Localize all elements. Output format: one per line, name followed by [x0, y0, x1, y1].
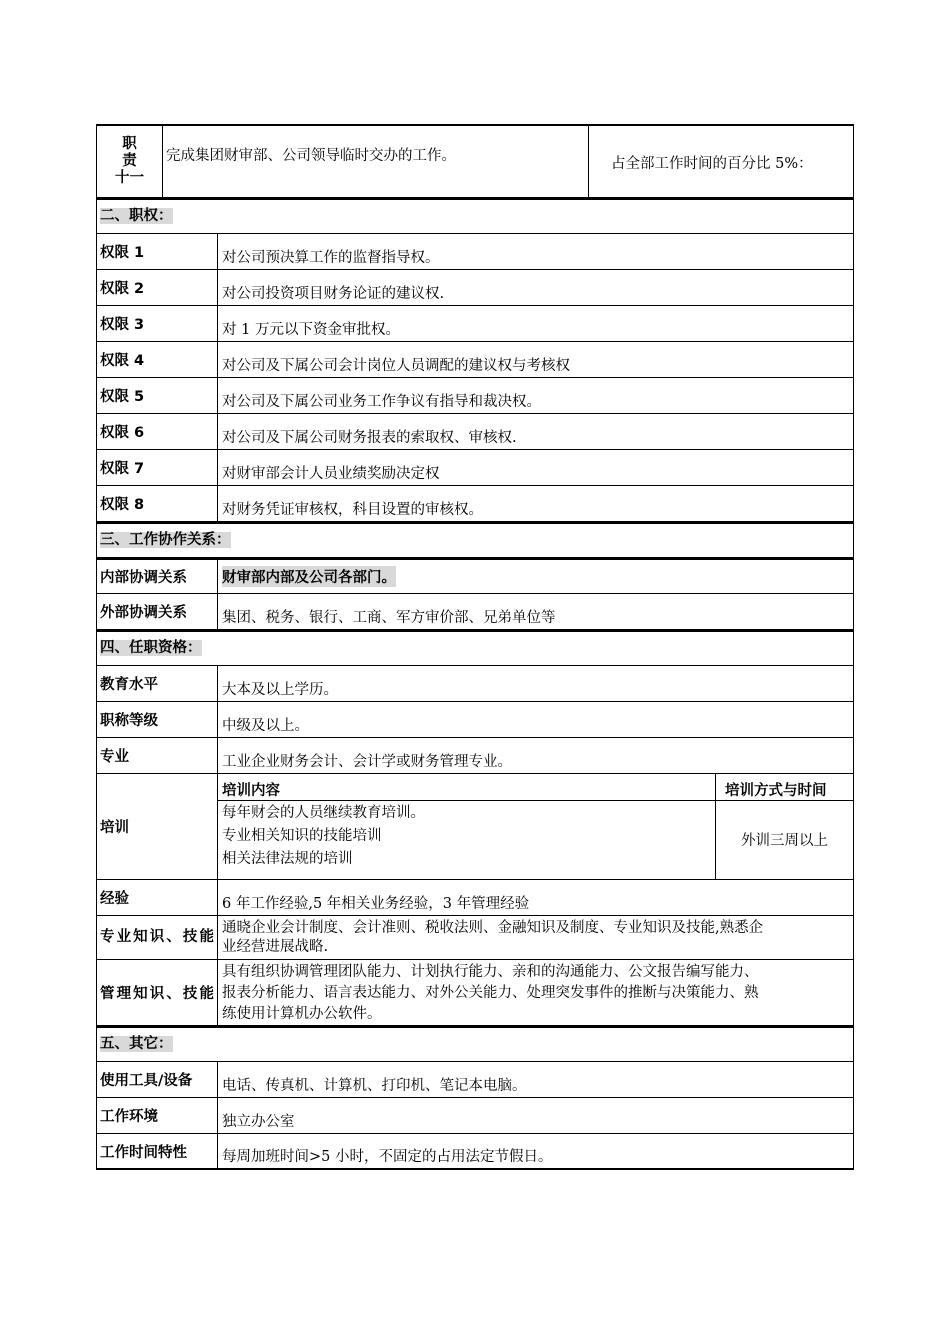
training-row: 培训 培训内容 培训方式与时间 每年财会的人员继续教育培训。 专业相关知识的技能培训 相关法律法规的培训 外训三周以上	[96, 774, 854, 880]
major-row: 专业 工业企业财务会计、会计学或财务管理专业。	[96, 738, 854, 774]
professional-skills-row: 专业知识、技能 通晓企业会计制度、会计准则、税收法则、金融知识及制度、专业知识及技能,熟悉企 业经营进展战略.	[96, 916, 854, 960]
internal-coordination-text: 财审部内部及公司各部门。	[222, 566, 396, 587]
experience-row: 经验 6 年工作经验,5 年相关业务经验，3 年管理经验	[96, 880, 854, 916]
section-cooperation-heading: 三、工作协作关系：	[96, 522, 854, 558]
section-qualification-heading: 四、任职资格：	[96, 630, 854, 666]
authority-row: 权限 4 对公司及下属公司会计岗位人员调配的建议权与考核权	[96, 342, 854, 378]
management-skills-text: 具有组织协调管理团队能力、计划执行能力、亲和的沟通能力、公文报告编写能力、 报表分析能力、语言表达能力、对外公关能力、处理突发事件的推断与决策能力、熟 练使用计算机办公软件。	[222, 964, 759, 1022]
education-row: 教育水平 大本及以上学历。	[96, 666, 854, 702]
duty-11-percent: 占全部工作时间的百分比 5%：	[588, 126, 853, 197]
management-skills-row: 管理知识、技能 具有组织协调管理团队能力、计划执行能力、亲和的沟通能力、公文报告编写能力、 报表分析能力、语言表达能力、对外公关能力、处理突发事件的推断与决策能力、熟 练使用计算机办公软件。	[96, 960, 854, 1026]
duty-11-text: 完成集团财审部、公司领导临时交办的工作。	[166, 148, 456, 164]
training-content: 每年财会的人员继续教育培训。 专业相关知识的技能培训 相关法律法规的培训	[222, 805, 425, 867]
duty-11-row	[96, 124, 854, 198]
authority-row: 权限 5 对公司及下属公司业务工作争议有指导和裁决权。	[96, 378, 854, 414]
work-time-row: 工作时间特性 每周加班时间>5 小时，不固定的占用法定节假日。	[96, 1134, 854, 1170]
external-coordination-row: 外部协调关系 集团、税务、银行、工商、军方审价部、兄弟单位等	[96, 594, 854, 630]
work-environment-row: 工作环境 独立办公室	[96, 1098, 854, 1134]
tools-row: 使用工具/设备 电话、传真机、计算机、打印机、笔记本电脑。	[96, 1062, 854, 1098]
authority-row: 权限 8 对财务凭证审核权，科目设置的审核权。	[96, 486, 854, 522]
job-description-table	[96, 124, 854, 1170]
training-header: 培训内容 培训方式与时间	[218, 774, 853, 801]
authority-row: 权限 3 对 1 万元以下资金审批权。	[96, 306, 854, 342]
authority-row: 权限 6 对公司及下属公司财务报表的索取权、审核权.	[96, 414, 854, 450]
section-authority-heading: 二、职权：	[96, 198, 854, 234]
section-other-heading: 五、其它：	[96, 1026, 854, 1062]
internal-coordination-row: 内部协调关系 财审部内部及公司各部门。	[96, 558, 854, 594]
authority-row: 权限 7 对财审部会计人员业绩奖励决定权	[96, 450, 854, 486]
duty-11-label: 职 责 十一	[97, 126, 163, 197]
authority-row: 权限 2 对公司投资项目财务论证的建议权.	[96, 270, 854, 306]
professional-skills-text: 通晓企业会计制度、会计准则、税收法则、金融知识及制度、专业知识及技能,熟悉企 业经营进展战略.	[222, 920, 764, 955]
authority-row: 权限 1 对公司预决算工作的监督指导权。	[96, 234, 854, 270]
title-level-row: 职称等级 中级及以上。	[96, 702, 854, 738]
training-method: 外训三周以上	[715, 800, 853, 879]
